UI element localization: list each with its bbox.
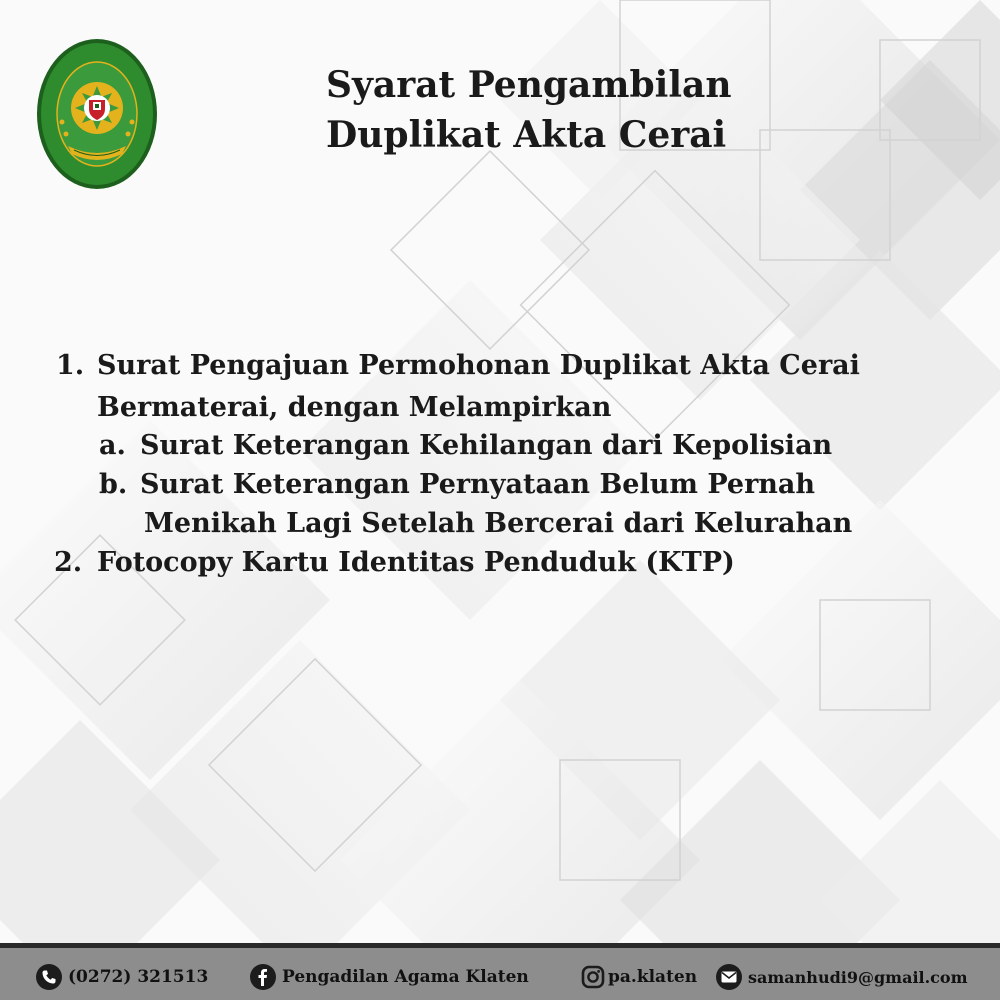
page-title — [326, 60, 926, 160]
email-address: samanhudi9@gmail.com — [748, 967, 968, 987]
list-item-2-text: Fotocopy Kartu Identitas Penduduk (KTP) — [97, 547, 735, 578]
court-logo — [36, 38, 158, 190]
sub-item-a-letter: a. — [99, 430, 126, 461]
title-line-2: Duplikat Akta Cerai — [326, 114, 727, 156]
sub-item-b-letter: b. — [99, 469, 128, 500]
instagram-handle: pa.klaten — [608, 967, 698, 987]
list-item-1-line-2: Bermaterai, dengan Melampirkan — [97, 392, 612, 423]
instagram-icon — [580, 964, 606, 990]
mail-icon — [716, 964, 742, 990]
facebook-name: Pengadilan Agama Klaten — [282, 967, 529, 987]
footer-phone — [36, 964, 208, 990]
footer-email[interactable] — [716, 964, 968, 990]
list-item-2-number: 2. — [54, 547, 83, 578]
facebook-icon — [250, 964, 276, 990]
footer-instagram[interactable] — [580, 964, 697, 990]
phone-icon — [36, 964, 62, 990]
phone-number: (0272) 321513 — [68, 967, 209, 987]
sub-item-b-line-1: Surat Keterangan Pernyataan Belum Pernah — [140, 469, 816, 500]
sub-item-b-line-2: Menikah Lagi Setelah Bercerai dari Kelurahan — [144, 508, 853, 539]
sub-item-a-text: Surat Keterangan Kehilangan dari Kepolisian — [140, 430, 833, 461]
contact-footer — [0, 943, 1000, 1000]
title-line-1: Syarat Pengambilan — [326, 64, 732, 106]
list-item-1-line-1: Surat Pengajuan Permohonan Duplikat Akta Cerai — [97, 350, 860, 381]
list-item-1-number: 1. — [56, 350, 85, 381]
footer-facebook[interactable] — [250, 964, 529, 990]
